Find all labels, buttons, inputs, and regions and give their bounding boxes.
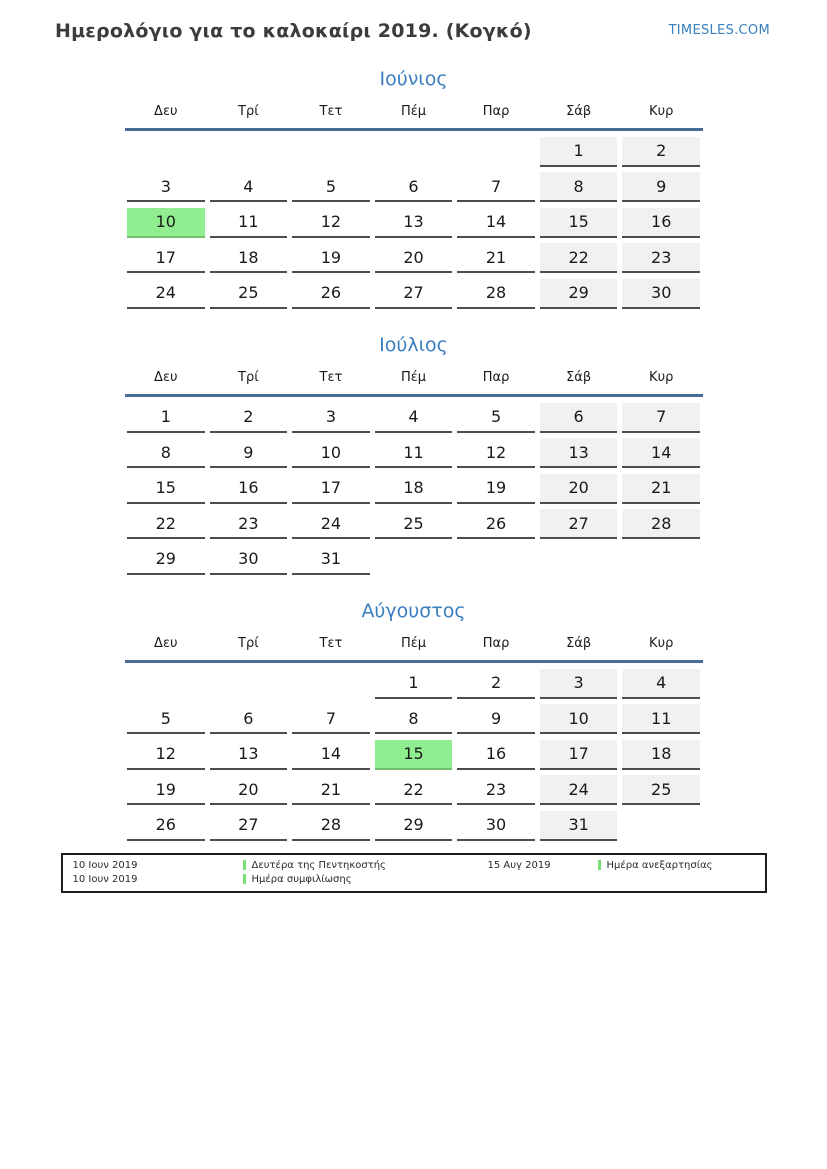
- day-cell-19: 19: [457, 474, 535, 504]
- month-title: Ιούνιος: [379, 68, 448, 90]
- holiday-marker-icon: [243, 860, 246, 870]
- day-cell-16: 16: [210, 474, 288, 504]
- week-row: [125, 770, 703, 806]
- week-row: [125, 663, 703, 699]
- day-cell-16: 16: [622, 208, 700, 238]
- week-row: [125, 238, 703, 274]
- day-cell-17: 17: [292, 474, 370, 504]
- day-cell-9: 9: [622, 172, 700, 202]
- weekday-header: Τρί: [238, 369, 259, 385]
- day-cell-27: 27: [375, 279, 453, 309]
- day-cell-31: 31: [292, 545, 370, 575]
- day-cell-2: 2: [457, 669, 535, 699]
- week-row: [125, 734, 703, 770]
- weekday-header-row: [125, 636, 703, 663]
- day-cell-13: 13: [210, 740, 288, 770]
- weekday-header: Σάβ: [566, 635, 592, 651]
- day-cell-28: 28: [457, 279, 535, 309]
- day-cell-9: 9: [210, 438, 288, 468]
- weekday-header: Τρί: [238, 635, 259, 651]
- day-cell-5: 5: [457, 403, 535, 433]
- empty-cell: [127, 669, 205, 699]
- weekday-header: Δευ: [154, 104, 178, 119]
- day-cell-10: 10: [292, 438, 370, 468]
- week-row: [125, 805, 703, 841]
- legend-holiday-label: Δευτέρα της Πεντηκοστής: [251, 859, 386, 871]
- page-header: [0, 0, 827, 42]
- weekday-header: Σάβ: [566, 104, 592, 119]
- week-row: [125, 397, 703, 433]
- day-cell-3: 3: [292, 403, 370, 433]
- weekday-header: Κυρ: [649, 635, 674, 651]
- week-row: [125, 273, 703, 309]
- day-cell-25: 25: [375, 509, 453, 539]
- day-cell-8: 8: [375, 704, 453, 734]
- day-cell-8: 8: [540, 172, 618, 202]
- day-cell-21: 21: [292, 775, 370, 805]
- day-cell-27: 27: [540, 509, 618, 539]
- site-link[interactable]: TIMESLES.COM: [668, 23, 770, 38]
- day-cell-25: 25: [622, 775, 700, 805]
- day-cell-22: 22: [540, 243, 618, 273]
- day-cell-1: 1: [375, 669, 453, 699]
- weekday-header: Τετ: [319, 635, 343, 651]
- day-cell-29: 29: [540, 279, 618, 309]
- month-grid: [125, 663, 703, 841]
- day-cell-11: 11: [622, 704, 700, 734]
- empty-cell: [622, 811, 700, 841]
- day-cell-5: 5: [292, 172, 370, 202]
- day-cell-28: 28: [622, 509, 700, 539]
- legend-box: [61, 853, 767, 893]
- empty-cell: [457, 137, 535, 167]
- day-cell-12: 12: [292, 208, 370, 238]
- weekday-header: Πέμ: [400, 369, 427, 385]
- day-cell-7: 7: [622, 403, 700, 433]
- legend-holiday: [243, 873, 488, 886]
- day-cell-14: 14: [457, 208, 535, 238]
- legend-holiday: [243, 859, 488, 872]
- weekday-header: Τρί: [238, 104, 259, 119]
- legend-empty-cell: [598, 873, 765, 886]
- day-cell-13: 13: [540, 438, 618, 468]
- weekday-header: Κυρ: [649, 104, 674, 119]
- day-cell-4: 4: [375, 403, 453, 433]
- day-cell-18: 18: [210, 243, 288, 273]
- weekday-header: Τετ: [319, 369, 343, 385]
- day-cell-2: 2: [210, 403, 288, 433]
- legend-holiday-label: Ημέρα ανεξαρτησίας: [606, 859, 713, 871]
- day-cell-25: 25: [210, 279, 288, 309]
- empty-cell: [210, 137, 288, 167]
- day-cell-5: 5: [127, 704, 205, 734]
- empty-cell: [622, 545, 700, 575]
- day-cell-22: 22: [127, 509, 205, 539]
- day-cell-20: 20: [375, 243, 453, 273]
- holiday-marker-icon: [598, 860, 601, 870]
- day-cell-4: 4: [210, 172, 288, 202]
- day-cell-22: 22: [375, 775, 453, 805]
- month-july: [125, 334, 703, 575]
- day-cell-1: 1: [127, 403, 205, 433]
- empty-cell: [457, 545, 535, 575]
- legend-holiday-label: Ημέρα συμφιλίωσης: [251, 873, 352, 885]
- day-cell-26: 26: [457, 509, 535, 539]
- empty-cell: [292, 137, 370, 167]
- day-cell-17: 17: [127, 243, 205, 273]
- day-cell-19: 19: [127, 775, 205, 805]
- month-grid: [125, 397, 703, 575]
- day-cell-23: 23: [457, 775, 535, 805]
- day-cell-6: 6: [375, 172, 453, 202]
- weekday-header: Πέμ: [400, 635, 427, 651]
- day-cell-27: 27: [210, 811, 288, 841]
- week-row: [125, 699, 703, 735]
- day-cell-24: 24: [540, 775, 618, 805]
- day-cell-1: 1: [540, 137, 618, 167]
- day-cell-16: 16: [457, 740, 535, 770]
- day-cell-10: 10: [540, 704, 618, 734]
- day-cell-14: 14: [622, 438, 700, 468]
- day-cell-23: 23: [210, 509, 288, 539]
- day-cell-29: 29: [375, 811, 453, 841]
- holiday-marker-icon: [243, 874, 246, 884]
- day-cell-26: 26: [292, 279, 370, 309]
- day-cell-2: 2: [622, 137, 700, 167]
- week-row: [125, 504, 703, 540]
- day-cell-21: 21: [457, 243, 535, 273]
- day-cell-19: 19: [292, 243, 370, 273]
- day-cell-9: 9: [457, 704, 535, 734]
- weekday-header: Παρ: [482, 369, 510, 385]
- day-cell-31: 31: [540, 811, 618, 841]
- month-title: Ιούλιος: [379, 333, 448, 356]
- day-cell-24: 24: [292, 509, 370, 539]
- holiday-day-cell-15: 15: [375, 740, 453, 770]
- day-cell-12: 12: [457, 438, 535, 468]
- empty-cell: [210, 669, 288, 699]
- day-cell-15: 15: [127, 474, 205, 504]
- day-cell-11: 11: [375, 438, 453, 468]
- weekday-header-row: [125, 104, 703, 131]
- day-cell-18: 18: [375, 474, 453, 504]
- day-cell-30: 30: [622, 279, 700, 309]
- day-cell-20: 20: [540, 474, 618, 504]
- legend-holiday: [598, 859, 765, 872]
- weekday-header: Τετ: [319, 104, 343, 119]
- day-cell-29: 29: [127, 545, 205, 575]
- day-cell-21: 21: [622, 474, 700, 504]
- day-cell-6: 6: [210, 704, 288, 734]
- weekday-header: Σάβ: [566, 369, 592, 385]
- weekday-header: Παρ: [482, 635, 510, 651]
- empty-cell: [540, 545, 618, 575]
- weekday-header: Δευ: [154, 369, 178, 385]
- month-title: Αύγουστος: [361, 599, 466, 622]
- month-august: [125, 600, 703, 841]
- day-cell-4: 4: [622, 669, 700, 699]
- weekday-header: Δευ: [154, 635, 178, 651]
- day-cell-30: 30: [210, 545, 288, 575]
- calendar: [125, 68, 703, 841]
- weekday-header-row: [125, 370, 703, 397]
- day-cell-7: 7: [292, 704, 370, 734]
- weekday-header: Παρ: [482, 104, 510, 119]
- week-row: [125, 202, 703, 238]
- day-cell-17: 17: [540, 740, 618, 770]
- day-cell-20: 20: [210, 775, 288, 805]
- day-cell-6: 6: [540, 403, 618, 433]
- day-cell-11: 11: [210, 208, 288, 238]
- day-cell-26: 26: [127, 811, 205, 841]
- day-cell-24: 24: [127, 279, 205, 309]
- day-cell-7: 7: [457, 172, 535, 202]
- legend-empty-cell: [488, 873, 598, 886]
- day-cell-23: 23: [622, 243, 700, 273]
- month-june: [125, 68, 703, 309]
- empty-cell: [127, 137, 205, 167]
- day-cell-13: 13: [375, 208, 453, 238]
- day-cell-28: 28: [292, 811, 370, 841]
- month-grid: [125, 131, 703, 309]
- week-row: [125, 433, 703, 469]
- week-row: [125, 539, 703, 575]
- legend-date: 10 Ιουν 2019: [72, 859, 138, 871]
- legend-date: 10 Ιουν 2019: [72, 873, 138, 885]
- day-cell-14: 14: [292, 740, 370, 770]
- day-cell-30: 30: [457, 811, 535, 841]
- week-row: [125, 131, 703, 167]
- week-row: [125, 167, 703, 203]
- legend-grid: [63, 859, 765, 886]
- legend-date: 15 Αυγ 2019: [487, 859, 551, 871]
- page-title: Ημερολόγιο για το καλοκαίρι 2019. (Κογκό): [55, 20, 532, 42]
- empty-cell: [375, 545, 453, 575]
- empty-cell: [292, 669, 370, 699]
- day-cell-8: 8: [127, 438, 205, 468]
- week-row: [125, 468, 703, 504]
- day-cell-12: 12: [127, 740, 205, 770]
- day-cell-18: 18: [622, 740, 700, 770]
- weekday-header: Κυρ: [649, 369, 674, 385]
- empty-cell: [375, 137, 453, 167]
- day-cell-3: 3: [540, 669, 618, 699]
- weekday-header: Πέμ: [400, 104, 427, 119]
- holiday-day-cell-10: 10: [127, 208, 205, 238]
- day-cell-3: 3: [127, 172, 205, 202]
- day-cell-15: 15: [540, 208, 618, 238]
